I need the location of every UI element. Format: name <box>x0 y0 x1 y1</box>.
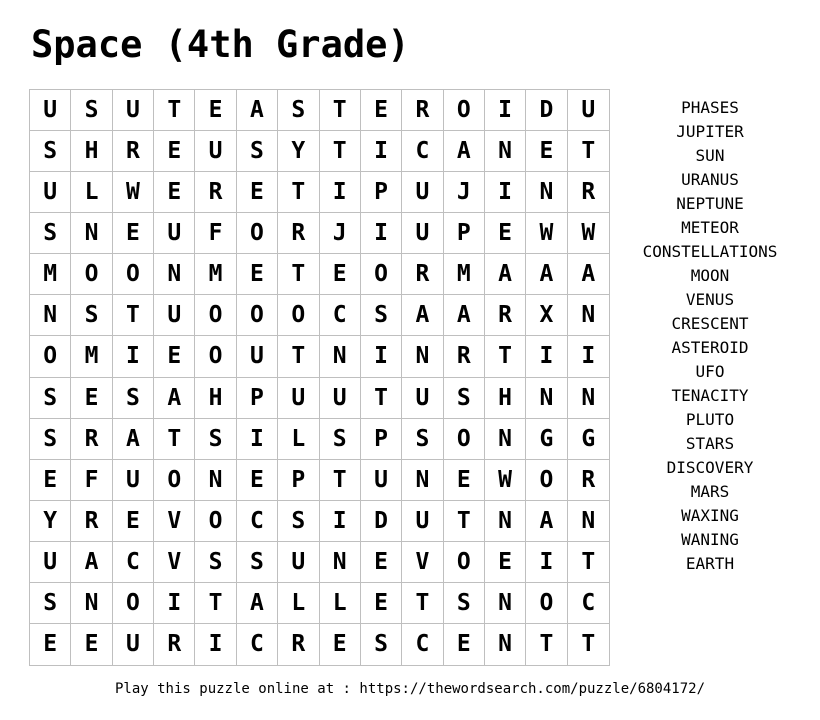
grid-cell[interactable]: O <box>444 542 485 583</box>
grid-cell[interactable]: N <box>485 419 526 460</box>
grid-cell[interactable]: E <box>154 172 195 213</box>
grid-cell[interactable]: T <box>320 460 361 501</box>
grid-cell[interactable]: E <box>526 131 567 172</box>
grid-cell[interactable]: S <box>113 378 154 419</box>
grid-cell[interactable]: O <box>361 254 402 295</box>
grid-cell[interactable]: O <box>444 419 485 460</box>
grid-cell[interactable]: A <box>444 295 485 336</box>
grid-cell[interactable]: T <box>154 90 195 131</box>
grid-cell[interactable]: T <box>154 419 195 460</box>
grid-cell[interactable]: C <box>402 131 443 172</box>
grid-cell[interactable]: O <box>154 460 195 501</box>
grid-cell[interactable]: Y <box>278 131 319 172</box>
grid-cell[interactable]: A <box>444 131 485 172</box>
grid-cell[interactable]: S <box>444 378 485 419</box>
grid-cell[interactable]: E <box>361 583 402 624</box>
grid-cell[interactable]: R <box>71 419 112 460</box>
grid-cell[interactable]: L <box>278 583 319 624</box>
grid-cell[interactable]: R <box>485 295 526 336</box>
grid-cell[interactable]: P <box>361 419 402 460</box>
grid-cell[interactable]: O <box>526 583 567 624</box>
grid-cell[interactable]: S <box>402 419 443 460</box>
grid-cell[interactable]: I <box>113 336 154 377</box>
grid-cell[interactable]: A <box>485 254 526 295</box>
grid-cell[interactable]: I <box>361 131 402 172</box>
grid-cell[interactable]: S <box>361 295 402 336</box>
grid-cell[interactable]: E <box>237 172 278 213</box>
grid-cell[interactable]: L <box>320 583 361 624</box>
grid-cell[interactable]: A <box>154 378 195 419</box>
grid-cell[interactable]: E <box>154 336 195 377</box>
grid-cell[interactable]: E <box>154 131 195 172</box>
grid-cell[interactable]: Y <box>30 501 71 542</box>
grid-cell[interactable]: A <box>402 295 443 336</box>
grid-cell[interactable]: S <box>30 213 71 254</box>
grid-cell[interactable]: U <box>568 90 609 131</box>
letter-grid[interactable] <box>29 89 610 666</box>
grid-cell[interactable]: U <box>154 295 195 336</box>
grid-cell[interactable]: U <box>113 624 154 665</box>
grid-cell[interactable]: E <box>71 624 112 665</box>
grid-cell[interactable]: R <box>71 501 112 542</box>
grid-cell[interactable]: I <box>526 336 567 377</box>
word-list-item: WAXING <box>681 506 739 525</box>
word-list-item: UFO <box>695 362 725 381</box>
grid-cell[interactable]: S <box>30 378 71 419</box>
grid-cell[interactable]: I <box>237 419 278 460</box>
grid-cell[interactable]: W <box>485 460 526 501</box>
grid-cell[interactable]: T <box>568 542 609 583</box>
grid-cell[interactable]: G <box>568 419 609 460</box>
grid-cell[interactable]: C <box>402 624 443 665</box>
grid-cell[interactable]: E <box>485 213 526 254</box>
grid-cell[interactable]: S <box>237 131 278 172</box>
grid-cell[interactable]: O <box>195 501 236 542</box>
grid-cell[interactable]: I <box>154 583 195 624</box>
grid-cell[interactable]: M <box>30 254 71 295</box>
grid-cell[interactable]: E <box>361 542 402 583</box>
grid-cell[interactable]: C <box>237 501 278 542</box>
grid-cell[interactable]: I <box>361 336 402 377</box>
grid-cell[interactable]: O <box>30 336 71 377</box>
grid-cell[interactable]: A <box>526 501 567 542</box>
grid-cell[interactable]: S <box>30 131 71 172</box>
grid-cell[interactable]: A <box>526 254 567 295</box>
word-list-item: TENACITY <box>671 386 749 405</box>
grid-cell[interactable]: T <box>568 131 609 172</box>
word-list-item: MARS <box>690 482 730 501</box>
grid-cell[interactable]: R <box>568 172 609 213</box>
grid-cell[interactable]: N <box>568 501 609 542</box>
grid-cell[interactable]: S <box>71 90 112 131</box>
grid-cell[interactable]: N <box>485 131 526 172</box>
grid-cell[interactable]: U <box>278 378 319 419</box>
grid-cell[interactable]: S <box>237 542 278 583</box>
grid-cell[interactable]: S <box>195 542 236 583</box>
grid-cell[interactable]: T <box>278 336 319 377</box>
grid-cell[interactable]: O <box>195 295 236 336</box>
grid-cell[interactable]: U <box>402 501 443 542</box>
grid-cell[interactable]: U <box>278 542 319 583</box>
word-list-item: METEOR <box>681 218 739 237</box>
grid-cell[interactable]: J <box>444 172 485 213</box>
grid-cell[interactable]: E <box>195 90 236 131</box>
grid-cell[interactable]: S <box>71 295 112 336</box>
grid-cell[interactable]: R <box>402 254 443 295</box>
grid-cell[interactable]: N <box>568 378 609 419</box>
grid-cell[interactable]: M <box>444 254 485 295</box>
grid-cell[interactable]: F <box>195 213 236 254</box>
grid-cell[interactable]: G <box>526 419 567 460</box>
word-list-item: JUPITER <box>676 122 744 141</box>
word-list-item: SUN <box>695 146 725 165</box>
grid-cell[interactable]: M <box>71 336 112 377</box>
grid-cell[interactable]: O <box>444 90 485 131</box>
grid-cell[interactable]: O <box>113 583 154 624</box>
grid-cell[interactable]: I <box>195 624 236 665</box>
grid-cell[interactable]: T <box>320 90 361 131</box>
word-list-item: URANUS <box>681 170 739 189</box>
grid-cell[interactable]: S <box>361 624 402 665</box>
grid-cell[interactable]: I <box>485 90 526 131</box>
grid-cell[interactable]: N <box>568 295 609 336</box>
grid-cell[interactable]: U <box>402 172 443 213</box>
grid-cell[interactable]: H <box>71 131 112 172</box>
word-list-item: STARS <box>685 434 735 453</box>
grid-cell[interactable]: I <box>361 213 402 254</box>
grid-cell[interactable]: R <box>154 624 195 665</box>
grid-cell[interactable]: U <box>30 542 71 583</box>
grid-cell[interactable]: O <box>113 254 154 295</box>
word-list-item: ASTEROID <box>671 338 749 357</box>
grid-cell[interactable]: D <box>361 501 402 542</box>
grid-cell[interactable]: O <box>278 295 319 336</box>
grid-cell[interactable]: E <box>361 90 402 131</box>
grid-cell[interactable]: A <box>237 583 278 624</box>
grid-cell[interactable]: N <box>195 460 236 501</box>
grid-cell[interactable]: V <box>402 542 443 583</box>
grid-cell[interactable]: U <box>30 90 71 131</box>
grid-cell[interactable]: I <box>320 501 361 542</box>
grid-cell[interactable]: E <box>320 254 361 295</box>
grid-cell[interactable]: E <box>71 378 112 419</box>
word-list-item: WANING <box>681 530 739 549</box>
grid-cell[interactable]: E <box>113 213 154 254</box>
grid-cell[interactable]: N <box>320 336 361 377</box>
grid-cell[interactable]: T <box>361 378 402 419</box>
grid-cell[interactable]: S <box>320 419 361 460</box>
grid-cell[interactable]: L <box>278 419 319 460</box>
word-list-item: NEPTUNE <box>676 194 744 213</box>
grid-cell[interactable]: T <box>113 295 154 336</box>
grid-cell[interactable]: N <box>485 624 526 665</box>
grid-cell[interactable]: T <box>402 583 443 624</box>
grid-cell[interactable]: T <box>278 172 319 213</box>
grid-cell[interactable]: W <box>526 213 567 254</box>
grid-cell[interactable]: U <box>402 378 443 419</box>
grid-cell[interactable]: V <box>154 542 195 583</box>
grid-cell[interactable]: E <box>237 460 278 501</box>
grid-cell[interactable]: R <box>568 460 609 501</box>
grid-cell[interactable]: E <box>30 460 71 501</box>
grid-cell[interactable]: P <box>278 460 319 501</box>
grid-cell[interactable]: E <box>320 624 361 665</box>
word-list-item: CRESCENT <box>671 314 749 333</box>
grid-cell[interactable]: O <box>237 295 278 336</box>
grid-cell[interactable]: R <box>402 90 443 131</box>
grid-cell[interactable]: C <box>237 624 278 665</box>
grid-cell[interactable]: A <box>113 419 154 460</box>
grid-cell[interactable]: S <box>278 90 319 131</box>
grid-cell[interactable]: P <box>444 213 485 254</box>
grid-cell[interactable]: U <box>195 131 236 172</box>
grid-cell[interactable]: H <box>485 378 526 419</box>
word-list-item: PLUTO <box>685 410 735 429</box>
grid-cell[interactable]: U <box>30 172 71 213</box>
grid-cell[interactable]: S <box>30 583 71 624</box>
grid-cell[interactable]: T <box>195 583 236 624</box>
grid-cell[interactable]: W <box>113 172 154 213</box>
grid-cell[interactable]: W <box>568 213 609 254</box>
grid-cell[interactable]: P <box>361 172 402 213</box>
grid-cell[interactable]: U <box>320 378 361 419</box>
grid-cell[interactable]: I <box>568 336 609 377</box>
grid-cell[interactable]: S <box>444 583 485 624</box>
grid-cell[interactable]: J <box>320 213 361 254</box>
grid-cell[interactable]: E <box>237 254 278 295</box>
grid-cell[interactable]: R <box>444 336 485 377</box>
grid-cell[interactable]: C <box>320 295 361 336</box>
grid-cell[interactable]: U <box>402 213 443 254</box>
grid-cell[interactable]: I <box>485 172 526 213</box>
grid-cell[interactable]: X <box>526 295 567 336</box>
grid-cell[interactable]: N <box>154 254 195 295</box>
word-list-item: EARTH <box>685 554 735 573</box>
grid-cell[interactable]: R <box>195 172 236 213</box>
grid-cell[interactable]: N <box>402 336 443 377</box>
grid-cell[interactable]: I <box>526 542 567 583</box>
grid-cell[interactable]: R <box>113 131 154 172</box>
grid-cell[interactable]: T <box>526 624 567 665</box>
grid-cell[interactable]: H <box>195 378 236 419</box>
grid-cell[interactable]: P <box>237 378 278 419</box>
word-list-item: DISCOVERY <box>666 458 754 477</box>
word-list-item: CONSTELLATIONS <box>642 242 778 261</box>
word-list-item: MOON <box>690 266 730 285</box>
footer-link-text: Play this puzzle online at : https://thewordsearch.com/puzzle/6804172/ <box>114 681 705 697</box>
grid-cell[interactable]: O <box>71 254 112 295</box>
grid-cell[interactable]: T <box>444 501 485 542</box>
grid-cell[interactable]: A <box>71 542 112 583</box>
grid-cell[interactable]: N <box>526 378 567 419</box>
grid-cell[interactable]: I <box>320 172 361 213</box>
grid-cell[interactable]: O <box>237 213 278 254</box>
grid-cell[interactable]: N <box>526 172 567 213</box>
grid-cell[interactable]: E <box>113 501 154 542</box>
word-list-item: PHASES <box>681 98 739 117</box>
grid-cell[interactable]: O <box>526 460 567 501</box>
grid-cell[interactable]: S <box>195 419 236 460</box>
grid-cell[interactable]: N <box>71 583 112 624</box>
grid-cell[interactable]: T <box>581 631 596 658</box>
grid-cell[interactable]: O <box>195 336 236 377</box>
word-list-item: VENUS <box>685 290 735 309</box>
grid-cell[interactable]: N <box>71 213 112 254</box>
grid-cell[interactable]: C <box>568 583 609 624</box>
grid-cell[interactable]: T <box>278 254 319 295</box>
grid-cell[interactable]: A <box>568 254 609 295</box>
grid-cell[interactable]: R <box>278 213 319 254</box>
grid-cell[interactable]: U <box>113 90 154 131</box>
grid-cell[interactable]: U <box>237 336 278 377</box>
grid-cell[interactable]: V <box>154 501 195 542</box>
grid-cell[interactable]: E <box>30 624 71 665</box>
grid-cell[interactable]: F <box>71 460 112 501</box>
grid-cell[interactable]: S <box>30 419 71 460</box>
grid-cell[interactable]: A <box>237 90 278 131</box>
grid-cell[interactable]: D <box>526 90 567 131</box>
grid-cell[interactable]: N <box>30 295 71 336</box>
grid-cell[interactable]: U <box>361 460 402 501</box>
page-title: Space (4th Grade) <box>31 23 410 66</box>
grid-cell[interactable]: E <box>444 624 485 665</box>
grid-cell[interactable]: T <box>320 131 361 172</box>
grid-cell[interactable]: C <box>113 542 154 583</box>
grid-cell[interactable]: N <box>320 542 361 583</box>
grid-cell[interactable]: N <box>485 583 526 624</box>
grid-cell[interactable]: M <box>195 254 236 295</box>
word-list <box>630 96 790 576</box>
grid-cell[interactable]: U <box>154 213 195 254</box>
grid-cell[interactable]: N <box>402 460 443 501</box>
grid-cell[interactable]: L <box>71 172 112 213</box>
grid-cell[interactable]: S <box>278 501 319 542</box>
grid-cell[interactable]: U <box>113 460 154 501</box>
grid-cell[interactable]: R <box>278 624 319 665</box>
grid-cell[interactable]: E <box>444 460 485 501</box>
grid-cell[interactable]: N <box>485 501 526 542</box>
grid-cell[interactable]: E <box>485 542 526 583</box>
grid-cell[interactable]: T <box>485 336 526 377</box>
